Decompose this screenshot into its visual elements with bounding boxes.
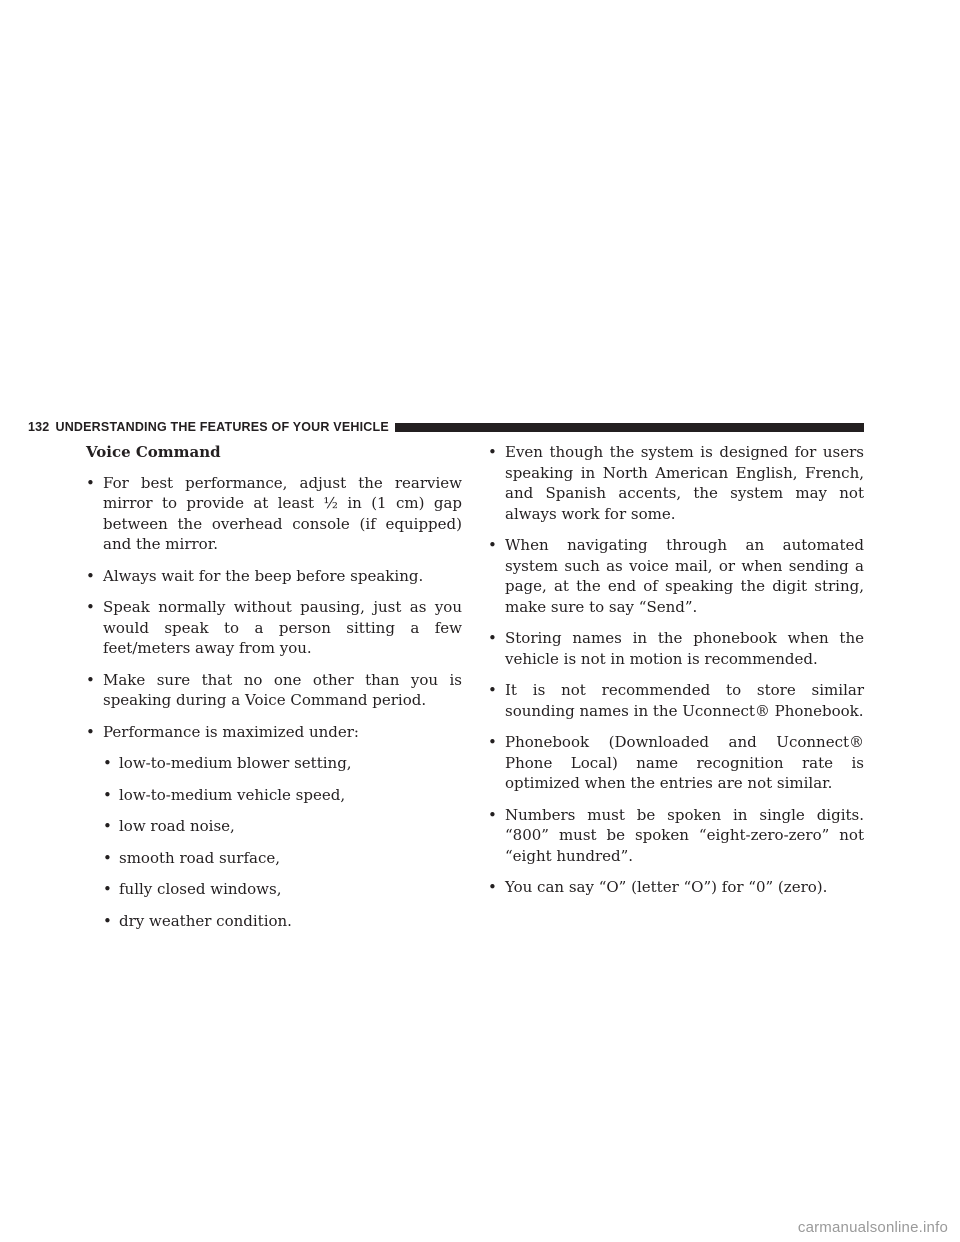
list-item [86, 670, 462, 711]
sub-list-item-text: fully closed windows, [119, 880, 282, 898]
bullet-icon: • [488, 629, 497, 647]
bullet-icon: • [103, 880, 112, 898]
page-number: 132 [28, 420, 50, 434]
list-item [86, 473, 462, 555]
sub-list-item-text: smooth road surface, [119, 848, 281, 867]
list-item-text: Always wait for the beep before speaking. [103, 566, 424, 585]
list-item [86, 597, 462, 659]
list-item [488, 628, 864, 669]
bullet-icon: • [488, 805, 497, 824]
sub-list-item [86, 911, 462, 932]
bullet-icon: • [488, 536, 497, 554]
list-item [488, 442, 864, 524]
bullet-icon: • [103, 911, 112, 930]
bullet-icon: • [103, 785, 112, 804]
sub-list-item [86, 785, 462, 806]
section-heading: Voice Command [86, 443, 221, 461]
list-item-text: Performance is maximized under: [103, 722, 359, 741]
list-item-text: Speak normally without pausing, just as you would speak to a person sitting a few feet/meters away from you. [103, 598, 462, 657]
list-item [86, 722, 462, 743]
list-item-text: It is not recommended to store similar sounding names in the Uconnect® Phonebook. [505, 681, 864, 720]
list-item-text: Even though the system is designed for users speaking in North American English, French, and Spanish accents, the system may not always work for some. [505, 443, 864, 523]
sub-list-item-text: low-to-medium blower setting, [119, 754, 352, 772]
bullet-icon: • [103, 848, 112, 867]
watermark-link[interactable]: carmanualsonline.info [797, 1219, 948, 1236]
list-item-text: Make sure that no one other than you is speaking during a Voice Command period. [103, 670, 462, 709]
bullet-icon: • [86, 670, 95, 689]
list-item [488, 877, 864, 898]
bullet-icon: • [86, 598, 95, 616]
list-item [488, 732, 864, 794]
sub-list-item-text: dry weather condition. [119, 911, 292, 930]
sub-list-item [86, 848, 462, 869]
list-item-text: Numbers must be spoken in single digits. “800” must be spoken “eight-zero-zero” not “eight hundred”. [505, 805, 864, 865]
sub-list-item [86, 816, 462, 837]
list-item-text: Storing names in the phonebook when the vehicle is not in motion is recommended. [505, 629, 864, 668]
page-header [28, 418, 864, 436]
sub-list-item [86, 753, 462, 774]
bullet-icon: • [488, 733, 497, 751]
bullet-icon: • [86, 566, 95, 585]
sub-list-item-text: low road noise, [119, 817, 235, 835]
bullet-icon: • [103, 817, 112, 835]
left-column [86, 442, 462, 942]
header-bar [395, 423, 864, 432]
list-item-text: Phonebook (Downloaded and Uconnect® Phone Local) name recognition rate is optimized when the entries are not similar. [505, 733, 864, 792]
bullet-icon: • [103, 754, 112, 772]
list-item [86, 566, 462, 587]
list-item [488, 535, 864, 617]
section-title: UNDERSTANDING THE FEATURES OF YOUR VEHICLE [55, 420, 389, 434]
list-item [488, 680, 864, 721]
right-column [488, 442, 864, 909]
list-item [488, 805, 864, 867]
bullet-icon: • [86, 473, 95, 492]
sub-list-item [86, 879, 462, 900]
bullet-icon: • [86, 722, 95, 741]
list-item-text: When navigating through an automated system such as voice mail, or when sending a page, at the end of speaking the digit string, make sure to say “Send”. [505, 536, 864, 616]
list-item-text: For best performance, adjust the rearview mirror to provide at least ½ in (1 cm) gap between the overhead console (if equipped) and the mirror. [103, 473, 462, 553]
list-item-text: You can say “O” (letter “O”) for “0” (zero). [505, 878, 828, 896]
bullet-icon: • [488, 443, 497, 461]
bullet-icon: • [488, 878, 497, 896]
bullet-icon: • [488, 681, 497, 699]
sub-list-item-text: low-to-medium vehicle speed, [119, 785, 346, 804]
